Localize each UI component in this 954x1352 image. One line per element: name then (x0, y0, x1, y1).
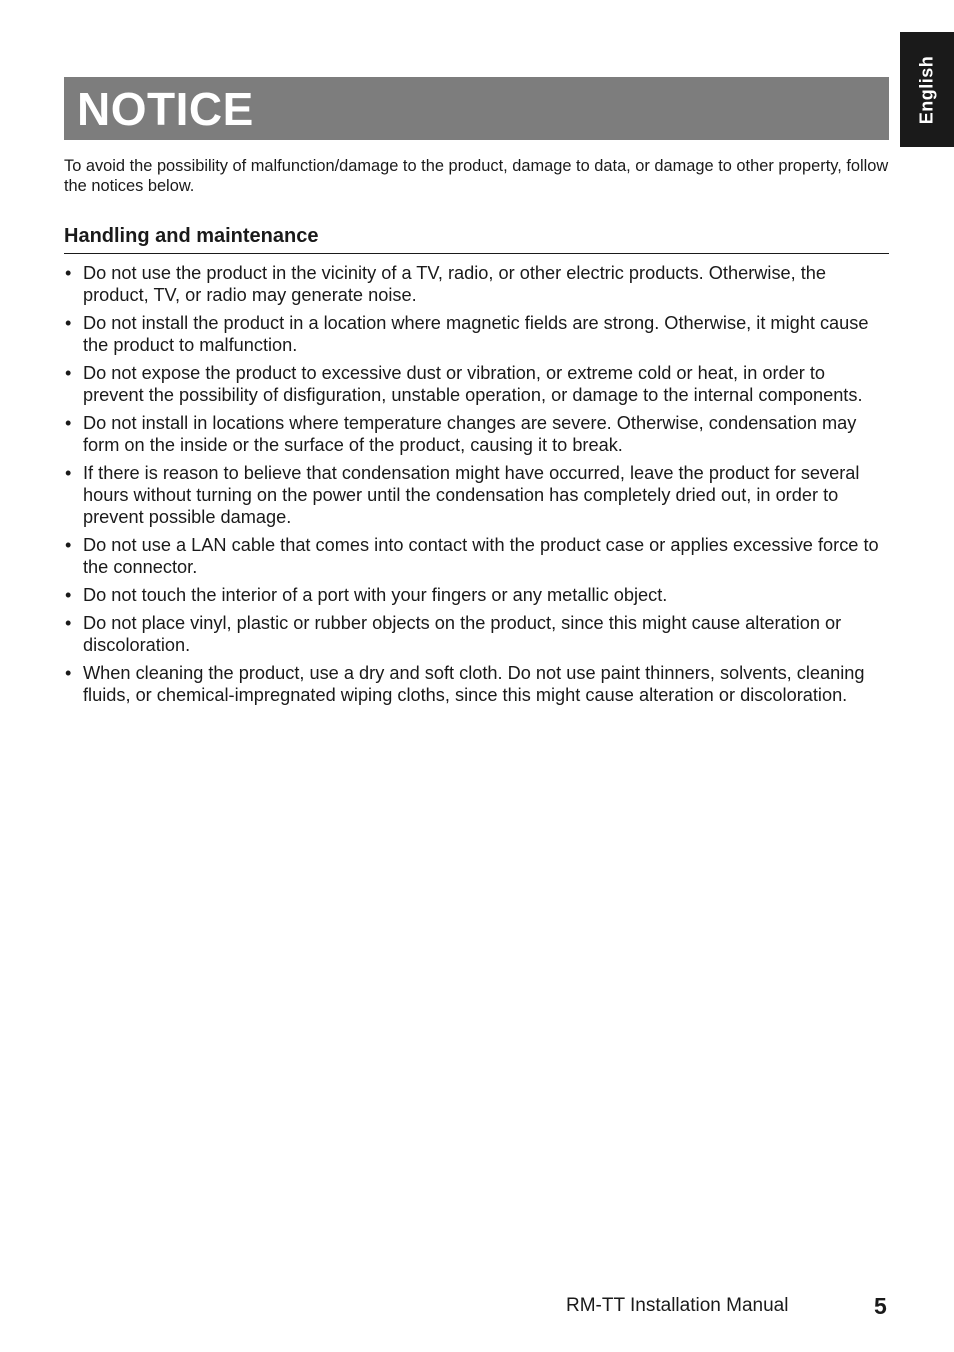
list-item (64, 584, 889, 606)
list-item-text: Do not install the product in a location where magnetic fields are strong. Otherwise, it might cause the product to malfunction. (83, 313, 869, 355)
bullet-icon: • (65, 463, 72, 483)
language-label: English (916, 55, 937, 124)
footer-manual-title: RM-TT Installation Manual (566, 1295, 789, 1316)
title-bar (64, 77, 889, 140)
list-item-text: Do not place vinyl, plastic or rubber objects on the product, since this might cause alteration or discoloration. (83, 613, 842, 655)
list-item (64, 534, 889, 578)
list-item-text: Do not install in locations where temperature changes are severe. Otherwise, condensation may form on the inside or the surface of the product, causing it to break. (83, 413, 857, 455)
section-heading: Handling and maintenance (64, 225, 319, 247)
intro-paragraph: To avoid the possibility of malfunction/damage to the product, damage to data, or damage to other property, follow the notices below. (64, 157, 889, 195)
page-number: 5 (874, 1293, 887, 1319)
bullet-icon: • (65, 413, 72, 433)
list-item (64, 612, 889, 656)
list-item (64, 362, 889, 406)
bullet-icon: • (65, 613, 72, 633)
bullet-icon: • (65, 585, 72, 605)
list-item-text: Do not touch the interior of a port with your fingers or any metallic object. (83, 585, 668, 605)
notice-list (64, 262, 889, 712)
bullet-icon: • (65, 663, 72, 683)
list-item-text: When cleaning the product, use a dry and soft cloth. Do not use paint thinners, solvents, cleaning fluids, or chemical-impregnated wiping cloths, since this might cause alteration or discoloration. (83, 663, 865, 705)
list-item-text: Do not use the product in the vicinity of a TV, radio, or other electric products. Otherwise, the product, TV, or radio may generate noise. (83, 263, 827, 305)
list-item (64, 662, 889, 706)
list-item-text: Do not expose the product to excessive dust or vibration, or extreme cold or heat, in order to prevent the possibility of disfiguration, unstable operation, or damage to the internal components. (83, 363, 863, 405)
language-tab (900, 32, 954, 147)
list-item (64, 262, 889, 306)
bullet-icon: • (65, 313, 72, 333)
bullet-icon: • (65, 535, 72, 555)
page-title: NOTICE (77, 82, 254, 135)
list-item (64, 412, 889, 456)
bullet-icon: • (65, 263, 72, 283)
list-item (64, 462, 889, 528)
bullet-icon: • (65, 363, 72, 383)
list-item-text: If there is reason to believe that condensation might have occurred, leave the product for several hours without turning on the power until the condensation has completely dried out, in order to prevent possible damage. (83, 463, 860, 527)
section-header (64, 224, 889, 254)
list-item-text: Do not use a LAN cable that comes into contact with the product case or applies excessive force to the connector. (83, 535, 879, 577)
list-item (64, 312, 889, 356)
